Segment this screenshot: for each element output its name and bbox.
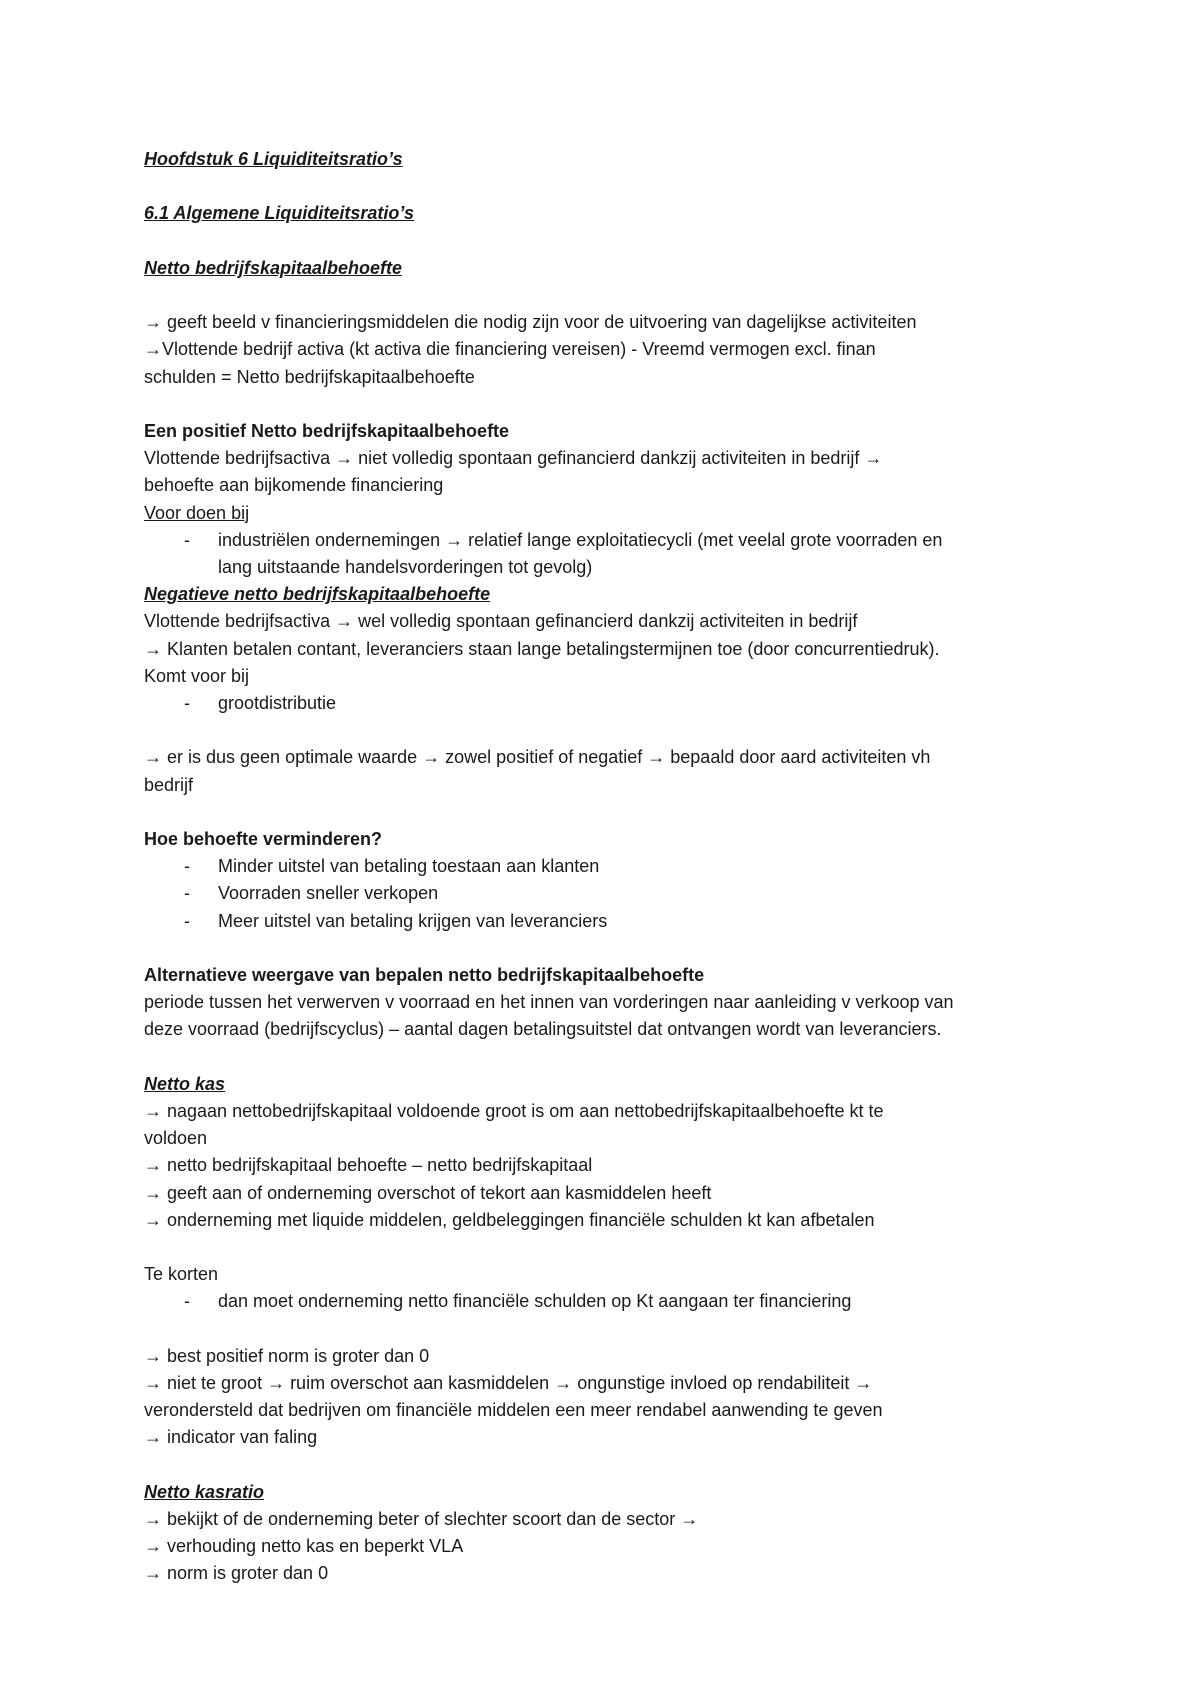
text-line: bedrijf <box>144 774 194 795</box>
text-line: → netto bedrijfskapitaal behoefte – netto bedrijfskapitaal <box>144 1155 593 1176</box>
spacer <box>144 1452 1084 1479</box>
subheading-negatieve: Negatieve netto bedrijfskapitaalbehoefte <box>144 584 491 605</box>
bullet-item <box>144 527 1084 554</box>
bullet-item <box>144 908 1084 935</box>
bullet-text: grootdistributie <box>218 693 337 713</box>
text-line: → indicator van faling <box>144 1427 318 1448</box>
text-line: → best positief norm is groter dan 0 <box>144 1345 430 1366</box>
bullet-item <box>144 1288 1084 1315</box>
text-line: voldoen <box>144 1128 208 1149</box>
bullet-dash: - <box>184 1291 190 1312</box>
text-line: → niet te groot → ruim overschot aan kasmiddelen → ongunstige invloed op rendabiliteit → <box>144 1372 873 1393</box>
bullet-dash: - <box>184 910 190 931</box>
text-line: Komt voor bij <box>144 665 250 686</box>
spacer <box>144 228 1084 255</box>
spacer <box>144 391 1084 418</box>
bullet-text: Voorraden sneller verkopen <box>218 883 439 904</box>
subheading-netto-kas: Netto kas <box>144 1073 226 1094</box>
chapter-heading: Hoofdstuk 6 Liquiditeitsratio’s <box>144 149 403 169</box>
spacer <box>144 282 1084 309</box>
spacer <box>144 799 1084 826</box>
text-line: → geeft aan of onderneming overschot of tekort aan kasmiddelen heeft <box>144 1182 712 1203</box>
document-page <box>144 146 1084 1588</box>
text-line: periode tussen het verwerven v voorraad en het innen van vorderingen naar aanleiding v verkoop van <box>144 992 954 1013</box>
text-line: → norm is groter dan 0 <box>144 1563 329 1584</box>
bullet-dash: - <box>184 856 190 877</box>
spacer <box>144 173 1084 200</box>
bold-heading-verminderen: Hoe behoefte verminderen? <box>144 828 383 849</box>
text-line: schulden = Netto bedrijfskapitaalbehoefte <box>144 366 475 387</box>
bullet-continuation: lang uitstaande handelsvorderingen tot gevolg) <box>218 556 593 577</box>
text-line: → bekijkt of de onderneming beter of slechter scoort dan de sector → <box>144 1508 699 1529</box>
bullet-item <box>144 690 1084 717</box>
bullet-text: Meer uitstel van betaling krijgen van leveranciers <box>218 910 608 931</box>
text-line: → er is dus geen optimale waarde → zowel positief of negatief → bepaald door aard activiteiten vh <box>144 747 931 768</box>
text-line: Vlottende bedrijfsactiva → wel volledig spontaan gefinancierd dankzij activiteiten in bedrijf <box>144 611 858 632</box>
spacer <box>144 1044 1084 1071</box>
bullet-dash: - <box>184 529 190 550</box>
spacer <box>144 935 1084 962</box>
text-line: → onderneming met liquide middelen, geldbeleggingen financiële schulden kt kan afbetalen <box>144 1209 875 1230</box>
section-heading: 6.1 Algemene Liquiditeitsratio’s <box>144 203 415 224</box>
text-line: Te korten <box>144 1264 219 1285</box>
bullet-dash: - <box>184 693 190 713</box>
spacer <box>144 717 1084 744</box>
text-line: → nagaan nettobedrijfskapitaal voldoende groot is om aan nettobedrijfskapitaalbehoefte kt te <box>144 1100 884 1121</box>
text-line: → verhouding netto kas en beperkt VLA <box>144 1536 464 1557</box>
bullet-item <box>144 880 1084 907</box>
bold-heading-positief: Een positief Netto bedrijfskapitaalbehoefte <box>144 420 510 441</box>
text-line: behoefte aan bijkomende financiering <box>144 475 444 496</box>
text-line: →Vlottende bedrijf activa (kt activa die financiering vereisen) - Vreemd vermogen excl. finan <box>144 339 876 360</box>
text-line: verondersteld dat bedrijven om financiële middelen een meer rendabel aanwending te geven <box>144 1400 883 1421</box>
text-line: Vlottende bedrijfsactiva → niet volledig spontaan gefinancierd dankzij activiteiten in bedrijf → <box>144 448 883 469</box>
text-line: → Klanten betalen contant, leveranciers staan lange betalingstermijnen toe (door concurrentiedruk). <box>144 638 940 659</box>
bullet-text: Minder uitstel van betaling toestaan aan klanten <box>218 856 600 877</box>
spacer <box>144 1316 1084 1343</box>
bold-heading-alternatieve: Alternatieve weergave van bepalen netto bedrijfskapitaalbehoefte <box>144 964 705 985</box>
spacer <box>144 1234 1084 1261</box>
text-line: deze voorraad (bedrijfscyclus) – aantal dagen betalingsuitstel dat ontvangen wordt van leveranciers. <box>144 1019 942 1040</box>
bullet-item <box>144 853 1084 880</box>
bullet-text: dan moet onderneming netto financiële schulden op Kt aangaan ter financiering <box>218 1291 852 1312</box>
subheading-netto-bedrijfskapitaalbehoefte: Netto bedrijfskapitaalbehoefte <box>144 257 403 278</box>
bullet-text: industriëlen ondernemingen → relatief lange exploitatiecycli (met veelal grote voorraden en <box>218 529 943 550</box>
subheading-netto-kasratio: Netto kasratio <box>144 1481 265 1502</box>
bullet-dash: - <box>184 883 190 904</box>
text-line: → geeft beeld v financieringsmiddelen die nodig zijn voor de uitvoering van dagelijkse activiteiten <box>144 312 917 333</box>
underlined-label-voor-doen-bij: Voor doen bij <box>144 502 250 523</box>
